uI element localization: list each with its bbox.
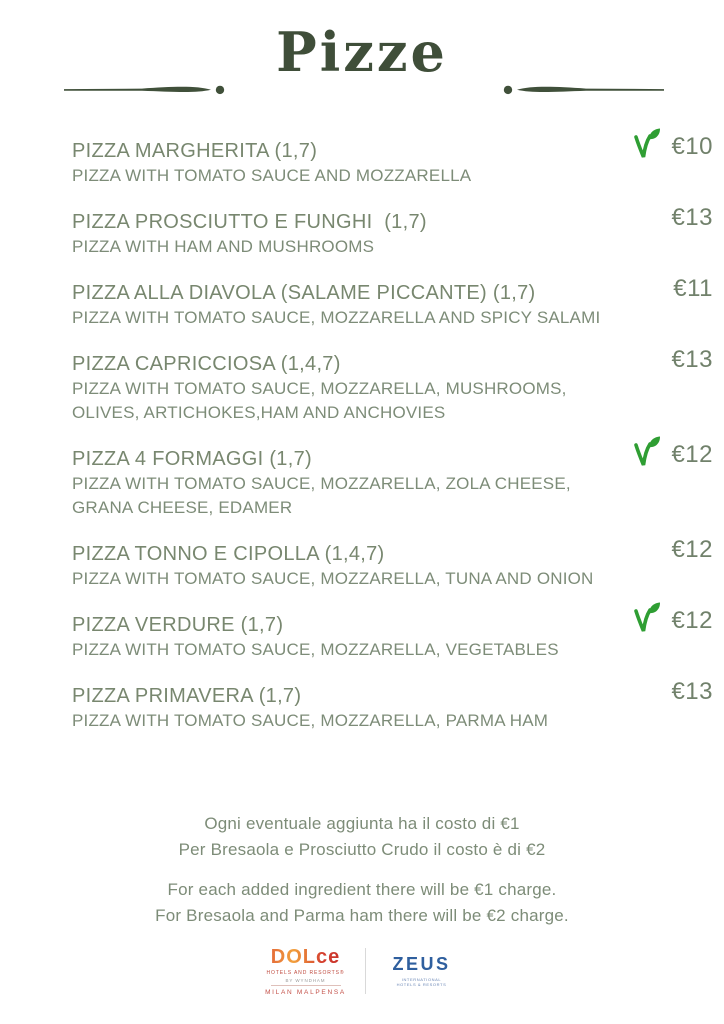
- item-price: €10: [671, 133, 713, 160]
- item-price: €12: [671, 441, 713, 468]
- item-price: €12: [671, 536, 713, 563]
- menu-item-text: [72, 684, 713, 733]
- footer-note-it-line2: Per Bresaola e Prosciutto Crudo il costo è di €2: [178, 840, 546, 859]
- item-description: PIZZA WITH TOMATO SAUCE AND MOZZARELLA: [72, 166, 472, 185]
- menu-item: [72, 133, 713, 188]
- menu-item-text: [72, 210, 713, 259]
- dolce-rule: [271, 985, 341, 986]
- menu-item: [72, 607, 713, 662]
- menu-item: [72, 536, 713, 591]
- item-description: PIZZA WITH TOMATO SAUCE, MOZZARELLA AND SPICY SALAMI: [72, 308, 601, 327]
- menu-item: [72, 275, 713, 330]
- item-name: PIZZA 4 FORMAGGI (1,7): [72, 448, 312, 470]
- item-name: PIZZA CAPRICCIOSA (1,4,7): [72, 353, 341, 375]
- item-name: PIZZA PRIMAVERA (1,7): [72, 685, 302, 707]
- menu-item-text: [72, 139, 713, 188]
- menu-list: [72, 133, 713, 755]
- logo-divider: [365, 948, 366, 994]
- footer-notes: [0, 811, 724, 929]
- vegetarian-leaf-icon: [629, 127, 663, 165]
- footer-note-english: [0, 877, 724, 929]
- menu-item-text: [72, 281, 713, 330]
- brand-logos: [0, 946, 724, 996]
- item-price: €11: [673, 275, 713, 302]
- item-description: PIZZA WITH HAM AND MUSHROOMS: [72, 237, 375, 256]
- menu-item: [72, 678, 713, 733]
- page-title: Pizze: [276, 20, 448, 84]
- footer-note-it-line1: Ogni eventuale aggiunta ha il costo di €1: [204, 814, 520, 833]
- item-price: €13: [671, 204, 713, 231]
- item-name: PIZZA ALLA DIAVOLA (SALAME PICCANTE) (1,7): [72, 282, 536, 304]
- menu-item-text: [72, 352, 713, 425]
- item-description: PIZZA WITH TOMATO SAUCE, MOZZARELLA, TUNA AND ONION: [72, 569, 594, 588]
- dolce-location: MILAN MALPENSA: [265, 988, 346, 996]
- zeus-wordmark: ZEUS: [392, 954, 451, 975]
- menu-item-text: [72, 447, 713, 520]
- item-description: PIZZA WITH TOMATO SAUCE, MOZZARELLA, MUSHROOMS, OLIVES, ARTICHOKES,HAM AND ANCHOVIES: [72, 379, 567, 422]
- footer-note-italian: [0, 811, 724, 863]
- dolce-logo: [263, 946, 349, 996]
- zeus-subtitle-line1: INTERNATIONAL: [401, 977, 442, 983]
- item-description: PIZZA WITH TOMATO SAUCE, MOZZARELLA, ZOLA CHEESE, GRANA CHEESE, EDAMER: [72, 474, 571, 517]
- dolce-wordmark: DOLce: [263, 946, 349, 969]
- footer-note-en-line1: For each added ingredient there will be €1 charge.: [167, 880, 557, 899]
- item-price: €13: [671, 678, 713, 705]
- menu-item: [72, 441, 713, 520]
- zeus-subtitle-line2: HOTELS & RESORTS: [396, 982, 447, 988]
- menu-header: [0, 0, 724, 140]
- item-name: PIZZA PROSCIUTTO E FUNGHI (1,7): [72, 211, 427, 233]
- zeus-subtitle: [382, 977, 462, 987]
- item-price: €13: [671, 346, 713, 373]
- menu-item-text: [72, 613, 713, 662]
- divider-ornament-right-icon: [502, 82, 664, 98]
- footer-note-en-line2: For Bresaola and Parma ham there will be €2 charge.: [155, 906, 569, 925]
- item-description: PIZZA WITH TOMATO SAUCE, MOZZARELLA, PARMA HAM: [72, 711, 549, 730]
- vegetarian-leaf-icon: [629, 435, 663, 473]
- menu-item: [72, 346, 713, 425]
- item-name: PIZZA TONNO E CIPOLLA (1,4,7): [72, 543, 385, 565]
- item-name: PIZZA MARGHERITA (1,7): [72, 140, 318, 162]
- dolce-subtitle: HOTELS AND RESORTS®: [266, 970, 345, 976]
- menu-item-text: [72, 542, 713, 591]
- item-description: PIZZA WITH TOMATO SAUCE, MOZZARELLA, VEGETABLES: [72, 640, 559, 659]
- dolce-by-wyndham: BY WYNDHAM: [285, 977, 326, 983]
- item-price: €12: [671, 607, 713, 634]
- item-name: PIZZA VERDURE (1,7): [72, 614, 284, 636]
- vegetarian-leaf-icon: [629, 601, 663, 639]
- zeus-logo: [382, 954, 462, 987]
- divider-ornament-left-icon: [64, 82, 226, 98]
- menu-item: [72, 204, 713, 259]
